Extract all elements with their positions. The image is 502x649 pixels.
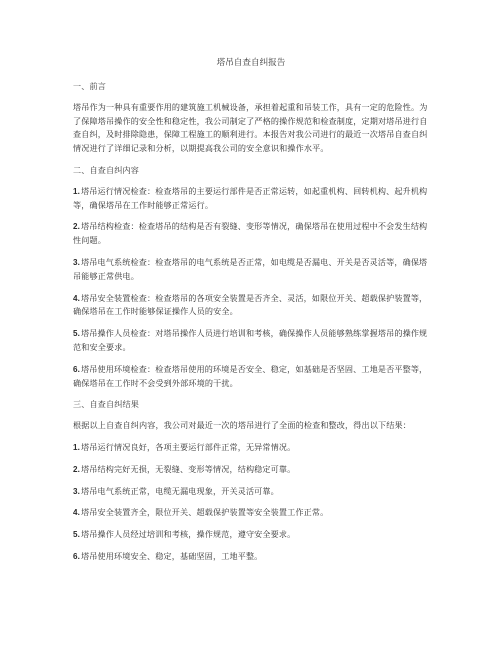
item-number: 2. [73,222,81,232]
section-heading-inspection-content: 二、自查自纠内容 [73,164,139,175]
item-text: 塔吊运行情况检查：检查塔吊的主要运行部件是否正常运转，如起重机构、回转机构、起升机构等，确保塔吊在工作时能够正常运行。 [73,185,428,210]
item-text: 塔吊结构完好无损，无裂缝、变形等情况，结构稳定可靠。 [81,463,296,474]
item-text: 塔吊使用环境安全、稳定，基础坚固，工地平整。 [81,550,263,561]
item-text: 塔吊安全装置检查：检查塔吊的各项安全装置是否齐全、灵活，如限位开关、超载保护装置等，确保塔吊在工作时能够保证操作人员的安全。 [73,292,428,317]
item-text: 塔吊使用环境检查：检查塔吊使用的环境是否安全、稳定，如基础是否坚固、工地是否平整等，确保塔吊在工作时不会受到外部环境的干扰。 [73,363,428,388]
document-title: 塔吊自查自纠报告 [216,58,286,68]
item-number: 1. [73,186,81,196]
list-item [73,292,433,320]
section-heading-preface: 一、前言 [73,81,106,91]
list-item [73,185,433,213]
item-text: 塔吊安全装置齐全，限位开关、超载保护装置等安全装置工作正常。 [81,507,329,518]
list-item [73,256,433,284]
item-number: 4. [73,293,81,303]
section-heading-results: 三、自查自纠结果 [73,399,139,410]
item-text: 塔吊操作人员经过培训和考核，操作规范，遵守安全要求。 [81,529,296,540]
item-number: 1. [73,442,81,452]
list-item [73,528,433,542]
item-number: 3. [73,486,81,496]
list-item [73,441,433,455]
list-item [73,327,433,355]
item-text: 塔吊操作人员检查：对塔吊操作人员进行培训和考核，确保操作人员能够熟练掌握塔吊的操作规范和安全要求。 [73,328,428,352]
document-body [73,80,433,572]
item-number: 4. [73,508,81,518]
list-item [73,506,433,520]
item-number: 3. [73,257,81,267]
list-item [73,463,433,477]
item-number: 2. [73,464,81,474]
list-item [73,220,433,248]
preface-paragraph: 塔吊作为一种具有重要作用的建筑施工机械设备，承担着起重和吊装工作，具有一定的危险性。为了保障塔吊操作的安全性和稳定性，我公司制定了严格的操作规范和检查制度，定期对塔吊进行自查自纠，及时排除隐患，保障工程施工的顺利进行。本报告对我公司进行的最近一次塔吊自查自纠情况进行了详细记录和分析，以期提高我公司的安全意识和操作水平。 [73,101,428,154]
item-text: 塔吊结构检查：检查塔吊的结构是否有裂缝、变形等情况，确保塔吊在使用过程中不会发生结构性问题。 [73,221,428,246]
list-item [73,550,433,564]
item-number: 5. [73,329,81,339]
results-intro-paragraph: 根据以上自查自纠内容，我公司对最近一次的塔吊进行了全面的检查和整改，得出以下结果： [73,420,411,431]
list-item [73,485,433,499]
item-text: 塔吊电气系统检查：检查塔吊的电气系统是否正常，如电缆是否漏电、开关是否灵活等，确保塔吊能够正常供电。 [73,256,428,281]
item-number: 6. [73,364,81,374]
item-text: 塔吊电气系统正常，电缆无漏电现象，开关灵活可靠。 [81,485,279,496]
item-number: 6. [73,551,81,561]
item-text: 塔吊运行情况良好，各项主要运行部件正常，无异常情况。 [81,441,296,452]
list-item [73,363,433,391]
item-number: 5. [73,530,81,540]
